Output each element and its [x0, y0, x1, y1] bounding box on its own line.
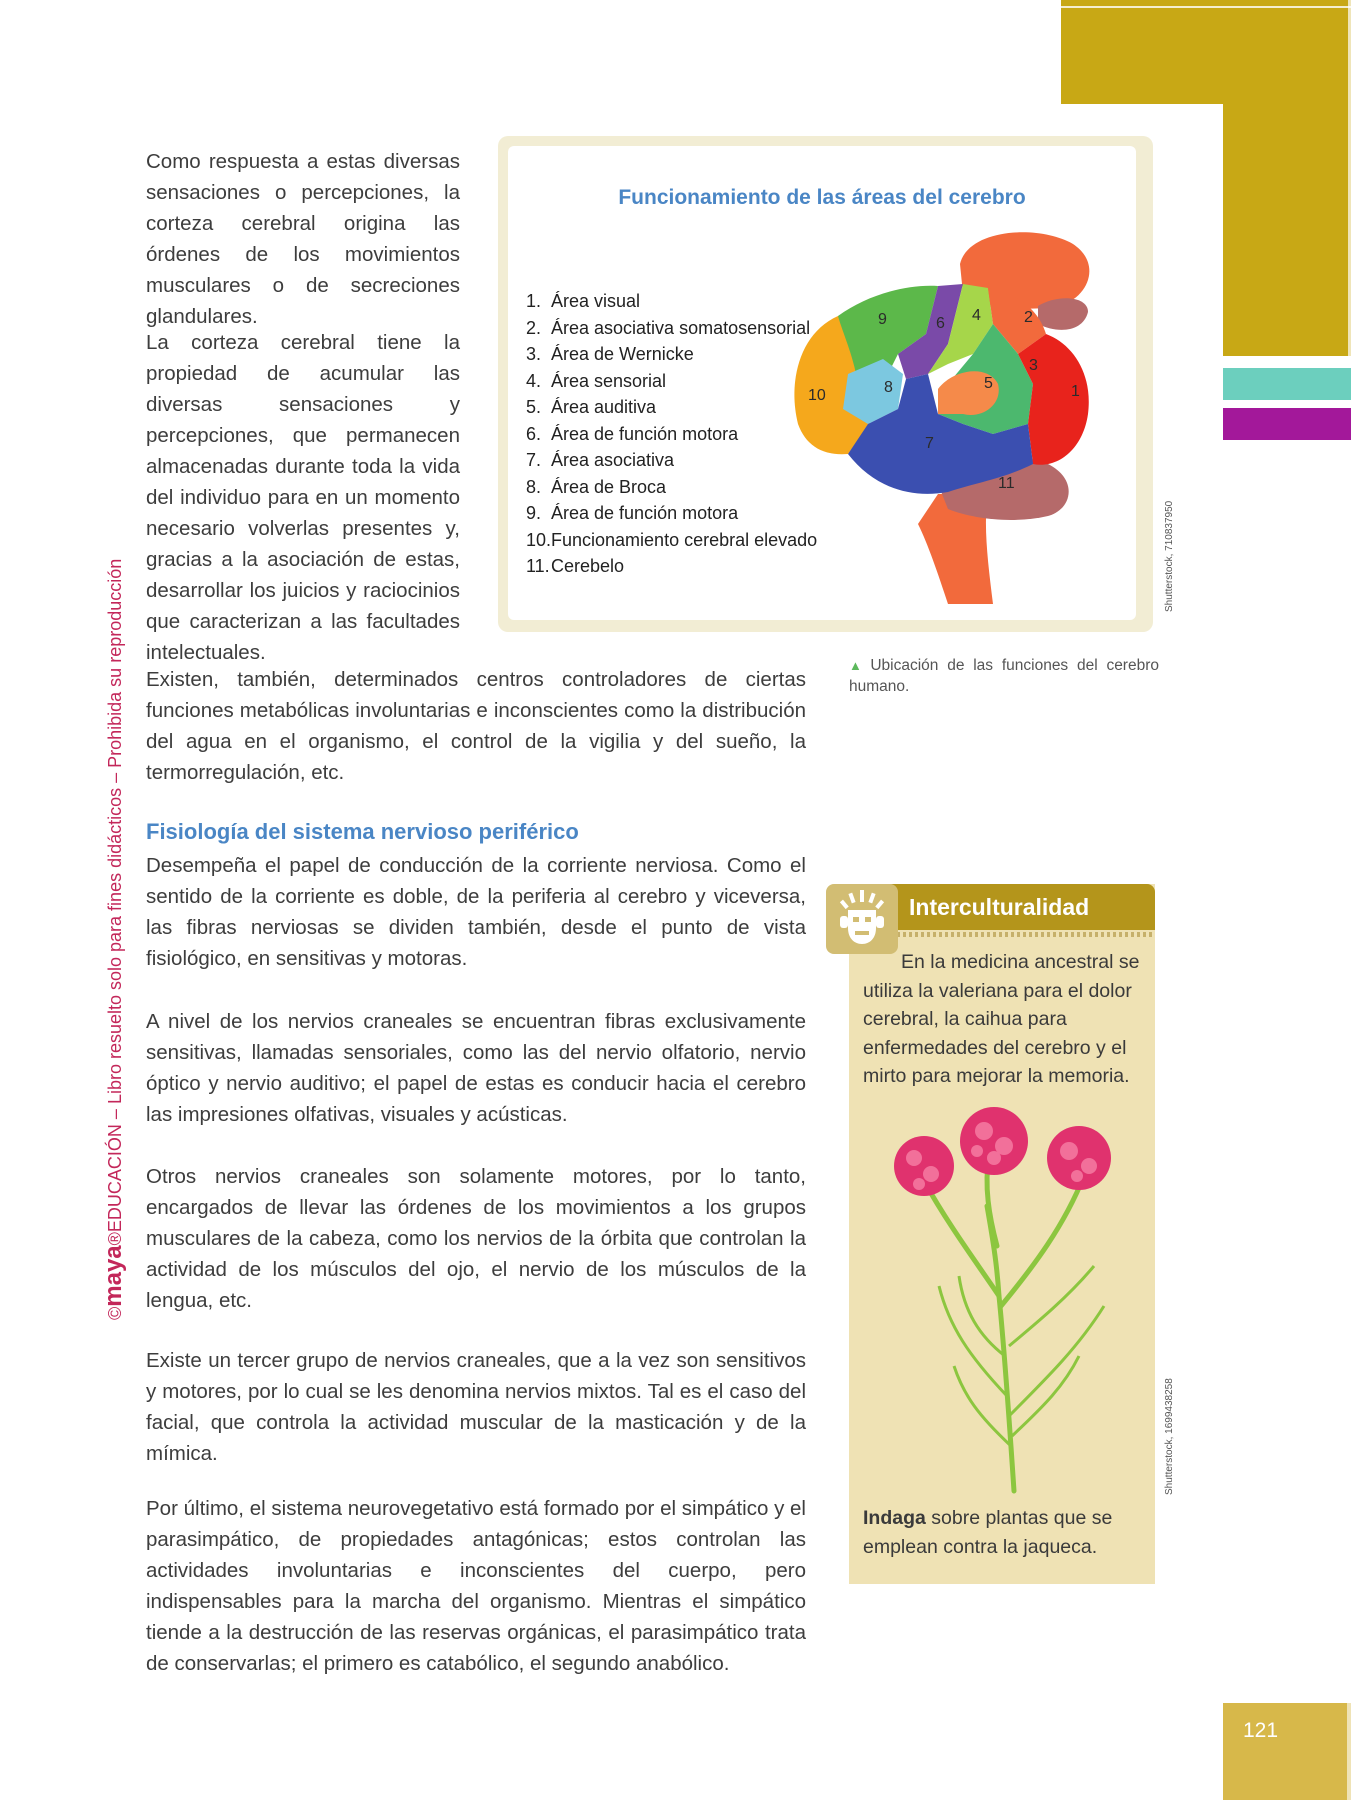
- paragraph-1: Como respuesta a estas diversas sensaciones o percepciones, la corteza cerebral origina las órdenes de los movimientos musculares o de secreciones glandulares.: [146, 150, 460, 328]
- paragraph-7: Existe un tercer grupo de nervios craneales, que a la vez son sensitivos y motores, por lo cual se les denomina nervios mixtos. Tal es el caso del facial, que controla la actividad muscular de la masticación y de la mímica.: [146, 1349, 806, 1465]
- caption-triangle-icon: ▲: [849, 658, 867, 673]
- paragraph-5: A nivel de los nervios craneales se encuentran fibras exclusivamente sensitivas, llamadas sensoriales, como las del nervio olfatorio, nervio óptico y nervio auditivo; el papel de estas es conducir hacia el cerebro las impresiones olfativas, visuales y acústicas.: [146, 1010, 806, 1126]
- magenta-accent-bar: [1223, 408, 1351, 440]
- legend-number: 8.: [526, 476, 542, 497]
- mask-icon: [826, 884, 898, 954]
- legend-number: 10.: [526, 529, 552, 550]
- figure-title: Funcionamiento de las áreas del cerebro: [618, 186, 1026, 209]
- legend-number: 2.: [526, 317, 542, 338]
- paragraph-6: Otros nervios craneales son solamente motores, por lo tanto, encargados de llevar las órdenes de los movimientos a los grupos musculares de la cabeza, como los nervios de la órbita que controlan la actividad de los músculos del ojo, el nervio de los músculos de la lengua, etc.: [146, 1165, 806, 1312]
- legend-item: [526, 394, 817, 421]
- page-box-edge: [1347, 1703, 1351, 1800]
- legend-label: Área de Broca: [551, 476, 667, 497]
- region-number-7: 7: [925, 435, 934, 452]
- header-dashed-rule: [897, 932, 1155, 937]
- legend-label: Área de función motora: [551, 423, 739, 444]
- paragraph-4: Desempeña el papel de conducción de la corriente nerviosa. Como el sentido de la corriente es doble, de la periferia al cerebro y viceversa, las fibras nerviosas se dividen también, desde el punto de vista fisiológico, en sensitivas y motoras.: [146, 854, 806, 970]
- section-heading: Fisiología del sistema nervioso periférico: [146, 819, 579, 844]
- legend-label: Área auditiva: [551, 397, 657, 417]
- interculturalidad-title: Interculturalidad: [909, 894, 1090, 920]
- figure-credit: Shutterstock, 710837950: [1164, 500, 1175, 612]
- plant-credit: Shutterstock, 1699438258: [1164, 1378, 1175, 1495]
- brain-legend: [526, 288, 817, 580]
- copyright-notice: ©maya®EDUCACIÓN – Libro resuelto solo para fines didácticos – Prohibida su reproducción: [100, 558, 127, 1320]
- legend-label: Cerebelo: [551, 556, 625, 576]
- legend-item: [526, 474, 817, 501]
- region-number-2: 2: [1024, 309, 1033, 326]
- legend-item: [526, 500, 817, 527]
- prompt-text: sobre plantas que se emplean contra la jaqueca.: [863, 1507, 1113, 1558]
- legend-label: Área visual: [551, 291, 641, 311]
- legend-label: Área asociativa: [551, 450, 675, 470]
- region-number-6: 6: [936, 315, 945, 332]
- page-number-box: [1223, 1703, 1351, 1800]
- legend-number: 3.: [526, 344, 542, 364]
- copyright-text: EDUCACIÓN – Libro resuelto solo para fines didácticos – Prohibida su reproducción: [105, 558, 125, 1233]
- teal-accent-bar: [1223, 368, 1351, 400]
- paragraph-3: Existen, también, determinados centros controladores de ciertas funciones metabólicas involuntarias e inconscientes como la distribución del agua en el organismo, el control de la vigilia y del sueño, la termorregulación, etc.: [146, 668, 806, 784]
- interculturalidad-prompt: [863, 1504, 1143, 1561]
- corner-gold-block-top: [1061, 0, 1351, 104]
- brain-upper-cerebellum-shape: [1038, 298, 1088, 330]
- corner-gold-block-side: [1223, 104, 1351, 356]
- legend-number: 6.: [526, 423, 542, 444]
- legend-label: Área sensorial: [551, 370, 667, 391]
- region-number-10: 10: [808, 387, 826, 404]
- region-number-5: 5: [984, 375, 993, 392]
- legend-label: Área asociativa somatosensorial: [551, 317, 811, 338]
- legend-number: 1.: [526, 291, 542, 311]
- legend-number: 4.: [526, 370, 542, 391]
- brain-figure: [498, 136, 1153, 632]
- legend-item: [526, 447, 817, 474]
- corner-divider-line-top: [1061, 6, 1351, 8]
- region-number-3: 3: [1029, 357, 1038, 374]
- brain-illustration: [788, 224, 1133, 604]
- legend-label: Área de Wernicke: [551, 344, 694, 364]
- legend-item: [526, 553, 817, 580]
- page-number: 121: [1243, 1719, 1279, 1742]
- legend-item: [526, 527, 817, 554]
- interculturalidad-text: En la medicina ancestral se utiliza la valeriana para el dolor cerebral, la caihua para enfermedades del cerebro y el mirto para mejorar la memoria.: [863, 951, 1140, 1087]
- brain-figure-panel: [508, 146, 1136, 620]
- legend-item: [526, 421, 817, 448]
- legend-item: [526, 315, 817, 342]
- brand-name: maya: [100, 1245, 127, 1307]
- paragraph-8: Por último, el sistema neurovegetativo está formado por el simpático y el parasimpático, de propiedades antagónicas; estos controlan las actividades involuntarias e inconscientes del cuerpo, pero indispensables para la marcha del organismo. Mientras el simpático tiende a la destrucción de las reservas orgánicas, el parasimpático trata de conservarlas; el primero es catabólico, el segundo anabólico.: [146, 1497, 806, 1675]
- region-number-1: 1: [1071, 383, 1080, 400]
- legend-item: [526, 288, 817, 315]
- figure-caption: [849, 655, 1159, 697]
- legend-item: [526, 368, 817, 395]
- legend-number: 9.: [526, 503, 542, 523]
- legend-number: 5.: [526, 397, 542, 417]
- legend-label: Área de función motora: [551, 503, 739, 523]
- caption-text: Ubicación de las funciones del cerebro humano.: [849, 657, 1159, 695]
- legend-label: Funcionamiento cerebral elevado: [551, 529, 818, 550]
- prompt-bold-word: Indaga: [863, 1507, 926, 1529]
- interculturalidad-box: [849, 884, 1155, 1584]
- region-number-4: 4: [972, 307, 981, 324]
- region-number-8: 8: [884, 379, 893, 396]
- paragraph-2: La corteza cerebral tiene la propiedad de acumular las diversas sensaciones y percepciones, que permanecen almacenadas durante toda la vida del individuo para en un momento necesario volverlas presentes y, gracias a la asociación de estas, desarrollar los juicios y raciocinios que caracterizan a las facultades intelectuales.: [146, 331, 460, 664]
- valerian-plant-illustration: [869, 1096, 1139, 1496]
- legend-number: 7.: [526, 450, 542, 470]
- region-number-11: 11: [998, 475, 1015, 492]
- region-number-9: 9: [878, 311, 887, 328]
- legend-number: 11.: [526, 556, 550, 576]
- legend-item: [526, 341, 817, 368]
